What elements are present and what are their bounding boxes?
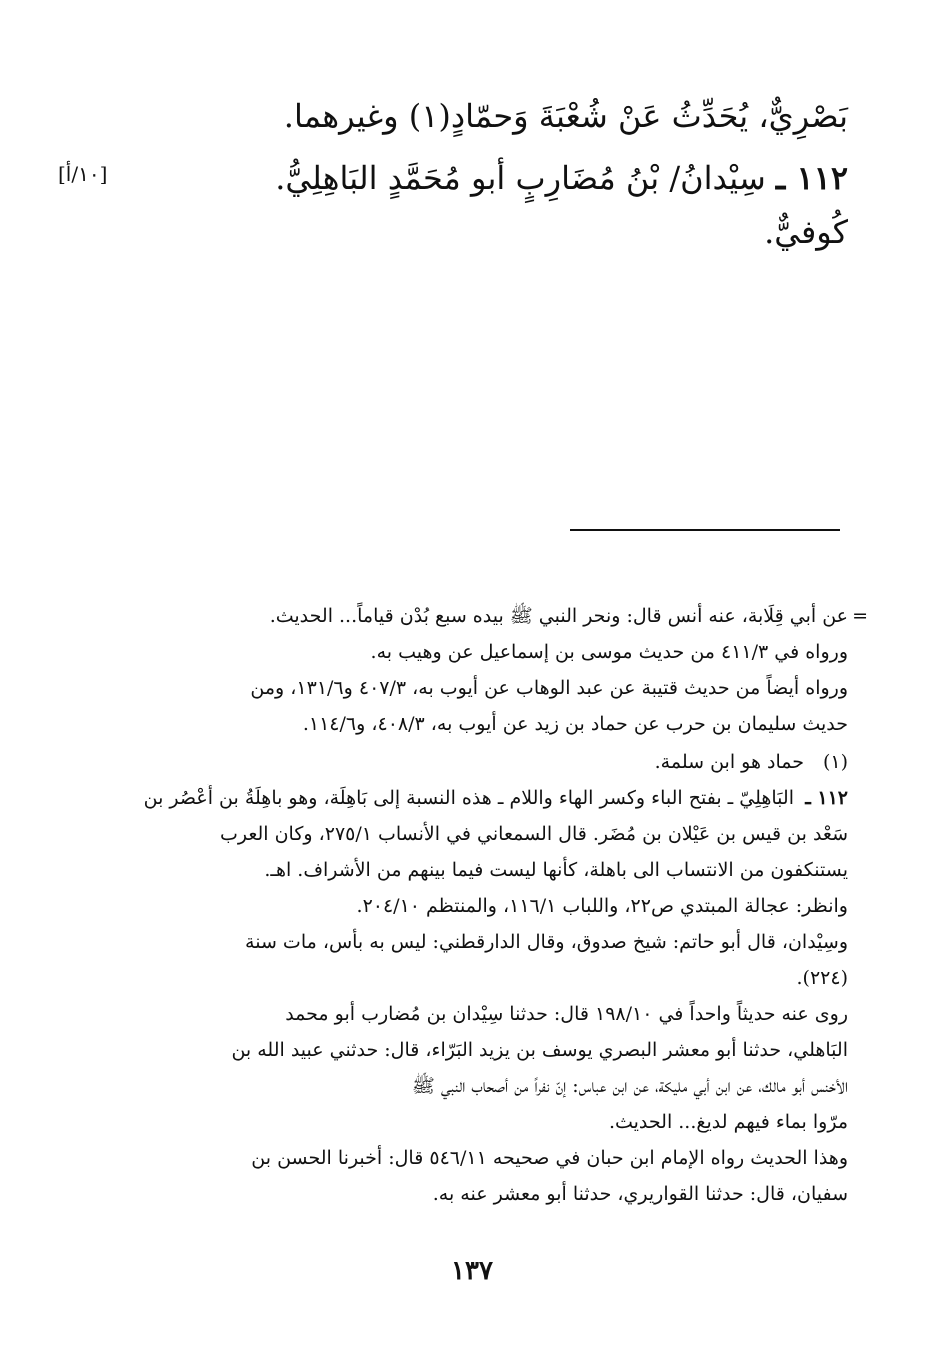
main-line-3-text: كُوفيٌّ. [764,213,848,251]
page-number: ١٣٧ [451,1256,493,1286]
main-line-1-text: بَصْرِيٌّ، يُحَدِّثُ عَنْ شُعْبَةَ وَحمّادٍ(١) وغيرهما. [283,97,848,135]
footnote-line: ورواه أيضاً من حديث قتيبة عن عبد الوهاب عن أيوب به، ٤٠٧/٣ و١٣١/٦، ومن [250,677,848,699]
main-line-2-text: سِيْدانُ/ بْنُ مُضَارِبٍ أبو مُحَمَّدٍ البَاهِلِيُّ. [275,159,766,197]
main-text-line-2 [150,150,848,206]
footnote-line: وسِيْدان، قال أبو حاتم: شيخ صدوق، وقال الدارقطني: ليس به بأس، مات سنة [245,931,848,953]
footnote-line: وانظر: عجالة المبتدي ص٢٢، واللباب ١١٦/١، والمنتظم ٢٠٤/١٠. [356,895,848,917]
margin-folio-reference: [١٠/أ] [58,162,108,186]
footnote-112-marker: ١١٢ ـ [805,787,848,809]
footnote-line: الأخنس أبو مالك، عن ابن أبي مليكة، عن ابن عباس: إنّ نفراً من أصحاب النبي ﷺ [411,1075,848,1097]
footnote-1-text: حماد هو ابن سلمة. [654,751,804,773]
footnote-line: روى عنه حديثاً واحداً في ١٩٨/١٠ قال: حدثنا سِيْدان بن مُضارب أبو محمد [285,1003,848,1025]
main-text-line-3 [150,204,848,260]
footnote-line: يستنكفون من الانتساب الى باهلة، كأنها ليست فيما بينهم من الأشراف. اهـ. [264,859,848,881]
footnote-line: حديث سليمان بن حرب عن حماد بن زيد عن أيوب به، ٤٠٨/٣، و١١٤/٦. [302,713,848,735]
footnote-line: عن أبي قِلَابة، عنه أنس قال: ونحر النبي ﷺ بيده سبع بُدْن قياماً... الحديث. [269,605,848,627]
footnote-line: البَاهِلِيّ ـ بفتح الباء وكسر الهاء واللام ـ هذه النسبة إلى بَاهِلَة، وهو باهِلَةُ بن أَعْصُر بن [143,787,794,809]
footnote-line: وهذا الحديث رواه الإمام ابن حبان في صحيحه ٥٤٦/١١ قال: أخبرنا الحسن بن [251,1147,848,1169]
footnote-line: (٢٢٤). [796,967,848,989]
footnote-line: سَعْد بن قيس بن عَيْلان بن مُضَر. قال السمعاني في الأنساب ٢٧٥/١، وكان العرب [219,823,848,845]
continuation-marker: = [852,605,868,627]
footnote-line: مرّوا بماء فيهم لديغ... الحديث. [608,1111,848,1133]
footnote-line: ورواه في ٤١١/٣ من حديث موسى بن إسماعيل عن وهيب به. [370,641,848,663]
footnote-line: سفيان، قال: حدثنا القواريري، حدثنا أبو معشر عنه به. [432,1183,848,1205]
footnote-separator [570,529,840,531]
entry-number: ١١٢ ـ [775,159,848,197]
footnote-1-marker: (١) [822,751,848,773]
main-text-line-1 [150,88,848,144]
footnote-line: البَاهلي، حدثنا أبو معشر البصري يوسف بن يزيد البَرّاء، قال: حدثني عبيد الله بن [231,1039,848,1061]
